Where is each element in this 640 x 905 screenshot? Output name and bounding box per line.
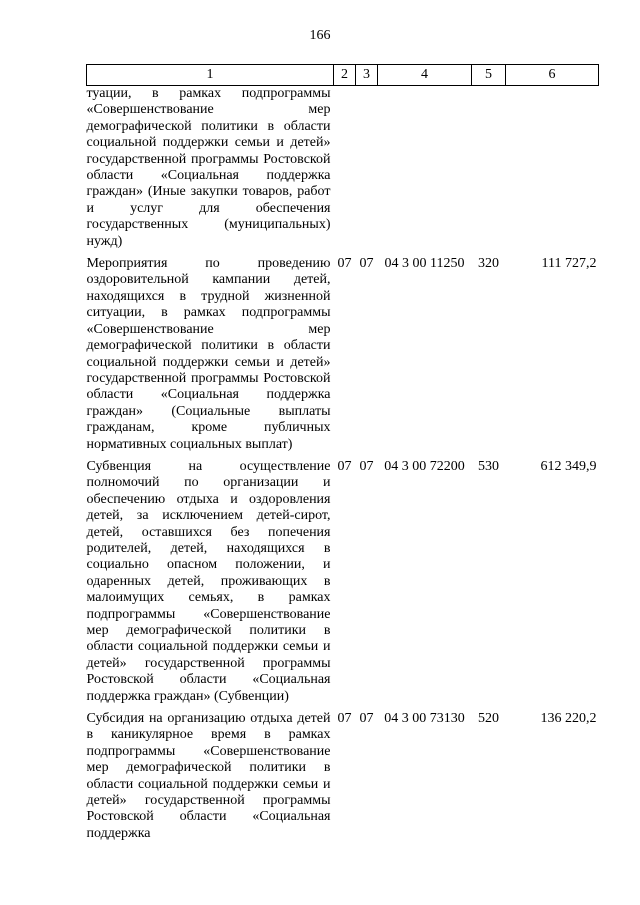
row-target-article-code <box>378 86 472 251</box>
row-section-code: 07 <box>337 256 352 272</box>
row-amount: 136 220,2 <box>540 711 597 727</box>
column-header-3: 3 <box>356 65 378 86</box>
row-expense-type-code <box>472 86 506 251</box>
page-number: 166 <box>309 28 331 43</box>
row-subsection-code: 07 <box>359 711 374 727</box>
row-section-code: 07 <box>337 458 352 474</box>
row-description: туации, в рамках подпрограммы «Совершенствование мер демографической политики в области социальной поддержки семьи и детей» государственной программы Ростовской области «Социальная поддержка граждан» (Иные закупки товаров, работ и услуг для обеспечения государственных (муниципальных) нужд) <box>86 86 331 249</box>
column-header-2: 2 <box>334 65 356 86</box>
row-target-article-code: 04 3 00 72200 <box>384 458 465 474</box>
row-amount <box>506 86 599 251</box>
table-row <box>87 250 599 453</box>
row-section-code: 07 <box>337 711 352 727</box>
row-target-article-code: 04 3 00 73130 <box>384 711 465 727</box>
column-header-1: 1 <box>87 65 334 86</box>
table-row <box>87 86 599 251</box>
row-subsection-code: 07 <box>359 458 374 474</box>
row-description: Субвенция на осуществление полномочий по организации и обеспечению отдыха и оздоровления детей, за исключением детей-сирот, детей, оставшихся без попечения родителей, детей, находящихся в социально опасном положении, и одаренных детей, проживающих в малоимущих семьях, в рамках подпрограммы «Совершенствование мер демографической политики в области социальной поддержки семьи и детей» государственной программы Ростовской области «Социальная поддержка граждан» (Субвенции) <box>86 458 331 704</box>
row-expense-type-code: 530 <box>478 458 499 474</box>
table-row <box>87 453 599 705</box>
row-description: Субсидия на организацию отдыха детей в каникулярное время в рамках подпрограммы «Совершенствование мер демографической политики в области социальной поддержки семьи и детей» государственной программы Ростовской области «Социальная поддержка <box>86 711 331 841</box>
row-section-code <box>334 86 356 251</box>
row-subsection-code: 07 <box>359 256 374 272</box>
table-row <box>87 705 599 842</box>
column-header-4: 4 <box>378 65 472 86</box>
row-amount: 111 727,2 <box>541 256 597 272</box>
row-expense-type-code: 320 <box>478 256 499 272</box>
budget-table <box>86 64 599 842</box>
row-subsection-code <box>356 86 378 251</box>
column-header-5: 5 <box>472 65 506 86</box>
header-row <box>87 65 599 86</box>
row-amount: 612 349,9 <box>540 458 597 474</box>
row-target-article-code: 04 3 00 11250 <box>384 256 465 272</box>
row-expense-type-code: 520 <box>478 711 499 727</box>
row-description: Мероприятия по проведению оздоровительной кампании детей, находящихся в трудной жизненной ситуации, в рамках подпрограммы «Совершенствование мер демографической политики в области социальной поддержки семьи и детей» государственной программы Ростовской области «Социальная поддержка граждан» (Социальные выплаты гражданам, кроме публичных нормативных социальных выплат) <box>86 256 331 452</box>
column-header-6: 6 <box>506 65 599 86</box>
